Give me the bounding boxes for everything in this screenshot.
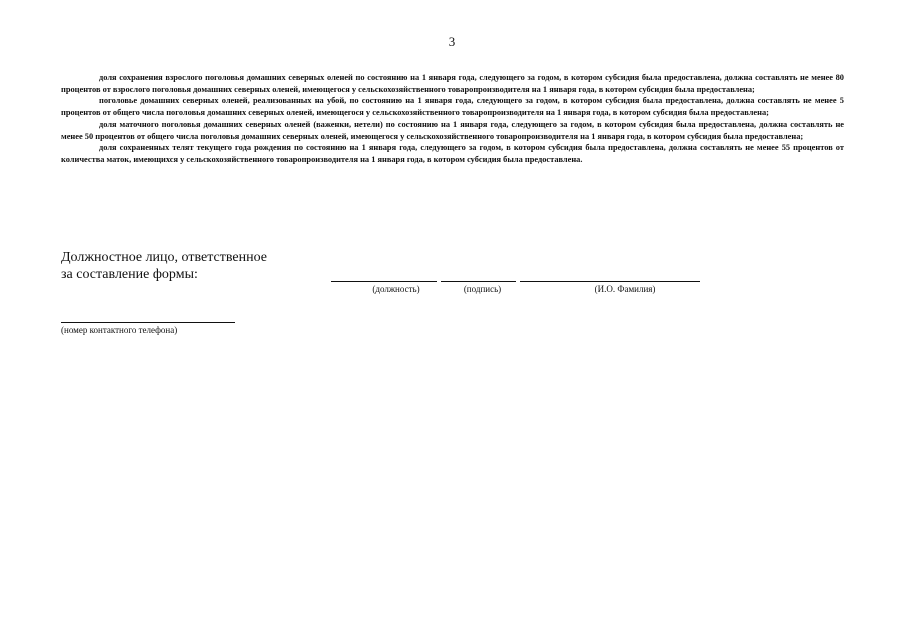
name-caption: (И.О. Фамилия) <box>594 284 656 294</box>
official-label <box>61 249 267 283</box>
phone-caption: (номер контактного телефона) <box>61 325 178 335</box>
paragraph-calf-retention: доля сохраненных телят текущего года рождения по состоянию на 1 января года, следующего за годом, в котором субсидия была предоставлена, должна составлять не менее 55 процентов от количества маток, имеющихся у сельскохозяйственного товаропроизводителя на 1 января года, в котором субсидия была предоставлена. <box>61 143 844 164</box>
page-number: 3 <box>448 34 456 49</box>
signature-caption: (подпись) <box>463 284 502 294</box>
body-text <box>61 72 844 166</box>
position-caption: (должность) <box>372 284 420 294</box>
phone-line <box>61 322 235 323</box>
position-line <box>331 281 437 282</box>
official-label-line2: за составление формы: <box>61 267 198 282</box>
paragraph-slaughter-herd: поголовье домашних северных оленей, реализованных на убой, по состоянию на 1 января года, следующего за годом, в котором субсидия была предоставлена, должна составлять не менее 5 процентов от общего числа поголовья домашних северных оленей, имеющегося у сельскохозяйственного товаропроизводителя на 1 января года, в котором субсидия была предоставлена; <box>61 96 844 118</box>
signature-line <box>441 281 516 282</box>
official-label-line1: Должностное лицо, ответственное <box>61 250 267 265</box>
paragraph-adult-herd-retention: доля сохранения взрослого поголовья домашних северных оленей по состоянию на 1 января года, следующего за годом, в котором субсидия была предоставлена, должна составлять не менее 80 процентов от взрослого поголовья домашних северных оленей, имеющегося у сельскохозяйственного товаропроизводителя на 1 января года, в котором субсидия была предоставлена; <box>61 73 844 94</box>
name-line <box>520 281 700 282</box>
paragraph-breeding-herd: доля маточного поголовья домашних северных оленей (важенки, нетели) по состоянию на 1 января года, следующего за годом, в котором субсидия была предоставлена, должна составлять не менее 50 процентов от общего числа поголовья домашних северных оленей, имеющегося у сельскохозяйственного товаропроизводителя на 1 января года, в котором субсидия была предоставлена; <box>61 119 844 141</box>
